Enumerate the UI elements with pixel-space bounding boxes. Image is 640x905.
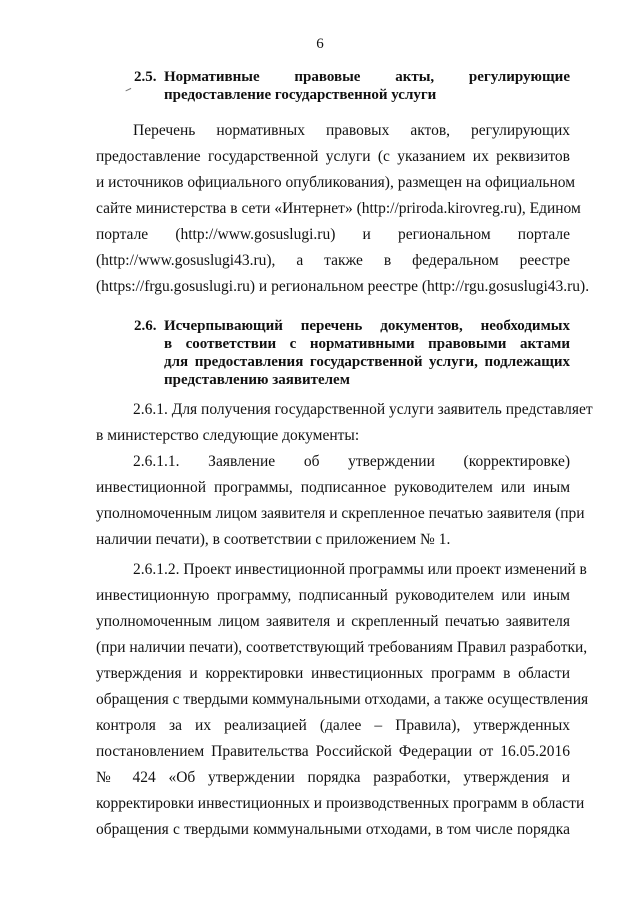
- text-line: сайте министерства в сети «Интернет» (http://priroda.kirovreg.ru), Едином: [96, 200, 581, 217]
- section-heading-2-5: [134, 68, 570, 104]
- text-line: уполномоченным лицом заявителя и скрепленный печатью заявителя: [96, 613, 570, 630]
- text-line: 2.6.1.2. Проект инвестиционной программы или проект изменений в: [133, 561, 587, 578]
- heading-line: для предоставления государственной услуги, подлежащих: [164, 354, 570, 370]
- text-line: обращения с твердыми коммунальными отходами, а также осуществления: [96, 691, 589, 708]
- heading-line: представлению заявителем: [164, 372, 350, 388]
- text-line: в министерство следующие документы:: [96, 427, 360, 444]
- text-line: обращения с твердыми коммунальными отходами, в том числе порядка: [96, 821, 570, 838]
- heading-line: Исчерпывающий перечень документов, необходимых: [164, 318, 570, 334]
- text-line: предоставление государственной услуги (с указанием их реквизитов: [96, 148, 570, 165]
- paragraph-2-6-1: [96, 397, 593, 449]
- scan-mark: [125, 88, 132, 94]
- heading-line: в соответствии с нормативными правовыми актами: [164, 336, 570, 352]
- text-line: (http://www.gosuslugi43.ru), а также в федеральном реестре: [96, 252, 570, 269]
- text-line: и источников официального опубликования), размещен на официальном: [96, 174, 576, 191]
- page-number: 6: [316, 36, 324, 52]
- section-heading-2-6: [134, 317, 570, 389]
- text-line: утверждения и корректировки инвестиционных программ в области: [96, 665, 570, 682]
- text-line: № 424 «Об утверждении порядка разработки, утверждения и: [96, 769, 570, 786]
- text-line: постановлением Правительства Российской Федерации от 16.05.2016: [96, 743, 570, 760]
- text-line: Перечень нормативных правовых актов, регулирующих: [133, 122, 570, 139]
- heading-line: Нормативные правовые акты, регулирующие: [164, 69, 570, 85]
- text-line: наличии печати), в соответствии с приложением № 1.: [96, 531, 451, 548]
- section-number: 2.6.: [134, 318, 157, 334]
- text-line: корректировки инвестиционных и производственных программ в области: [96, 795, 585, 812]
- paragraph-2-6-1-1: [96, 449, 585, 553]
- text-line: 2.6.1. Для получения государственной услуги заявитель представляет: [133, 401, 593, 418]
- text-line: портале (http://www.gosuslugi.ru) и региональном портале: [96, 226, 570, 243]
- text-line: (при наличии печати), соответствующий требованиям Правил разработки,: [96, 639, 588, 656]
- text-line: 2.6.1.1. Заявление об утверждении (корректировке): [133, 453, 570, 470]
- text-line: инвестиционной программы, подписанное руководителем или иным: [96, 479, 570, 496]
- text-line: (https://frgu.gosuslugi.ru) и региональном реестре (http://rgu.gosuslugi43.ru).: [96, 278, 590, 295]
- text-line: инвестиционную программу, подписанный руководителем или иным: [96, 587, 570, 604]
- paragraph-2-5: [96, 118, 590, 300]
- paragraph-2-6-1-2: [96, 557, 589, 843]
- heading-line: предоставление государственной услуги: [164, 87, 437, 103]
- section-number: 2.5.: [134, 69, 157, 85]
- text-line: контроля за их реализацией (далее – Правила), утвержденных: [96, 717, 570, 734]
- text-line: уполномоченным лицом заявителя и скрепленное печатью заявителя (при: [96, 505, 585, 522]
